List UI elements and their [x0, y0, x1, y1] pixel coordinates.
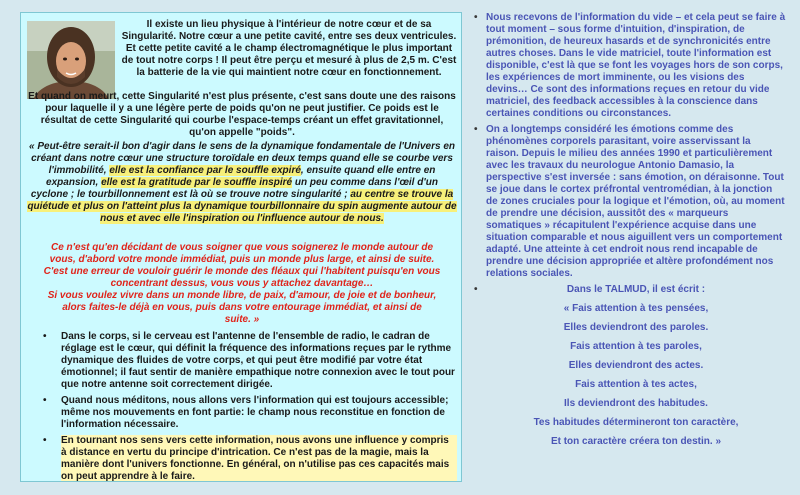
talmud-line: Elles deviendront des paroles.: [563, 322, 709, 333]
red-quote-line: vous, d'abord votre monde immédiat, puis un monde plus large, et ainsi de suite.: [49, 254, 435, 265]
list-item: • On a longtemps considéré les émotions comme des phénomènes corporels parasitant, voire asservissant la raison. Depuis le milieu des années 1990 et particulièrement avec les travaux du neurologue Antonio Damasio, la perspective s'est inversée : sans émotion, on déraisonne. Tout se joue dans le cortex préfrontal ventromédian, à la jonction de zones cruciales pour la logique et l'émotion, où, au moment de prendre une décision, aussitôt des « marqueurs somatiques » récapitulent l'expérience acquise dans une situation comparable et nous aiguillent vers un comportement adapté. Une atteinte à cet endroit nous rend incapable de prendre une décision appropriée et altère profondément nos relations sociales.: [486, 124, 786, 280]
highlight-quietude: au centre se trouve la quiétude et plus on l'atteint plus la dynamique tourbillonnaire du spin augmente autour de nous et avec elle l'inspiration ou l'influence autour de nous.: [27, 189, 457, 224]
article-left-panel: [20, 12, 462, 482]
portrait-photo-icon: [27, 21, 115, 99]
talmud-line: Fais attention à tes paroles,: [570, 341, 702, 352]
talmud-quote-item: [486, 284, 786, 448]
talmud-line: Et ton caractère créera ton destin. »: [550, 436, 722, 447]
left-bullet-list: [61, 331, 457, 482]
red-quote-line: C'est une erreur de vouloir guérir le monde des fléaux qui l'habitent puisqu'en vous: [43, 266, 441, 277]
red-quote-block: [27, 242, 457, 326]
talmud-line: Elles deviendront des actes.: [568, 360, 704, 371]
red-quote-line: alors faites-le déjà en vous, puis dans votre entourage immédiat, et ainsi de: [62, 302, 422, 313]
right-bullet-list: [486, 12, 786, 455]
red-quote-line: Si vous voulez vivre dans un monde libre, de paix, d'amour, de joie et de bonheur,: [47, 290, 437, 301]
author-portrait: [27, 21, 115, 99]
highlight-gratitude: elle est la gratitude par le souffle inspiré: [101, 177, 293, 188]
list-item: • En tournant nos sens vers cette information, nous avons une influence y compris à distance en vertu du principe d'intrication. Ce n'est pas de la magie, mais la manière dont l'univers fonctionne. En général, on n'utilise pas ces capacités mais on peut apprendre à le faire.: [61, 435, 457, 482]
talmud-line: Fais attention à tes actes,: [575, 379, 697, 390]
talmud-title: • Dans le TALMUD, il est écrit :: [566, 284, 706, 295]
list-item: • Nous recevons de l'information du vide – et cela peut se faire à tout moment – sous forme d'intuition, d'inspiration, de prémonition, de heureux hasards et de synchronicités entre autres choses. Dans le vide matriciel, toute l'information est disponible, c'est là que se font les voyages hors de son corps, les expériences de mort imminente, ou les visions des devins… Ce sont des informations reçues en retour du vide matriciel, des feedback accessibles à la conscience dans certaines conditions ou circonstances.: [486, 12, 786, 120]
intro-paragraph: Il existe un lieu physique à l'intérieur de notre cœur et de sa Singularité. Notre cœur a une petite cavité, entre ses deux ventricules. Et cette petite cavité a le champ électromagnétique le plus important de tout notre corps ! Il peut être perçu et mesuré à plus de 2,5 m. C'est la batterie de la vie qui maintient notre cœur en fonctionnement.: [121, 19, 457, 78]
talmud-line: « Fais attention à tes pensées,: [563, 303, 709, 314]
italic-quote-paragraph: « Peut-être serait-il bon d'agir dans le sens de la dynamique fondamentale de l'Univers en créant dans notre cœur une structure toroïdale en deux temps quand elle se courbe vers l'immobilité, elle est la confiance par le souffle expiré, ensuite quand elle entre en expansion, elle est la gratitude par le souffle inspiré un peu comme dans l'œil d'un cyclone ; le tourbillonnement est là où se trouve notre singularité ; au centre se trouve la quiétude et plus on l'atteint plus la dynamique tourbillonnaire du spin augmente autour de nous et avec elle l'inspiration ou l'influence autour de nous.: [27, 141, 457, 224]
list-item: • Quand nous méditons, nous allons vers l'information qui est toujours accessible; même nos mouvements en font partie: le champ nous reconstitue en fonction de l'information nécessaire.: [61, 395, 457, 431]
talmud-line: Ils deviendront des habitudes.: [564, 398, 708, 409]
article-right-panel: [472, 12, 792, 482]
red-quote-line: Ce n'est qu'en décidant de vous soigner que vous soignerez le monde autour de: [50, 242, 434, 253]
red-quote-line: suite. »: [224, 314, 260, 325]
highlight-confiance: elle est la confiance par le souffle expiré: [109, 165, 301, 176]
list-item: • Dans le corps, si le cerveau est l'antenne de l'ensemble de radio, le cadran de réglage est le cœur, qui définit la fréquence des informations reçues par le rythme dynamique des fluides de votre corps, et qui peut être modifié par votre état émotionnel; il faut sentir de manière empathique notre connexion avec le tout pour que notre antenne soit correctement dirigée.: [61, 331, 457, 391]
red-quote-line: concentrant dessus, vous vous y attachez davantage…: [110, 278, 374, 289]
talmud-line: Tes habitudes détermineront ton caractère,: [533, 417, 739, 428]
singularity-paragraph: Et quand on meurt, cette Singularité n'est plus présente, c'est sans doute une des raisons pour laquelle il y a une légère perte de poids qu'on ne peut justifier. Ce poids est le résultat de cette Singularité qui courbe l'espace-temps créant un effet gravitationnel, qu'on appelle "poids".: [28, 91, 456, 138]
